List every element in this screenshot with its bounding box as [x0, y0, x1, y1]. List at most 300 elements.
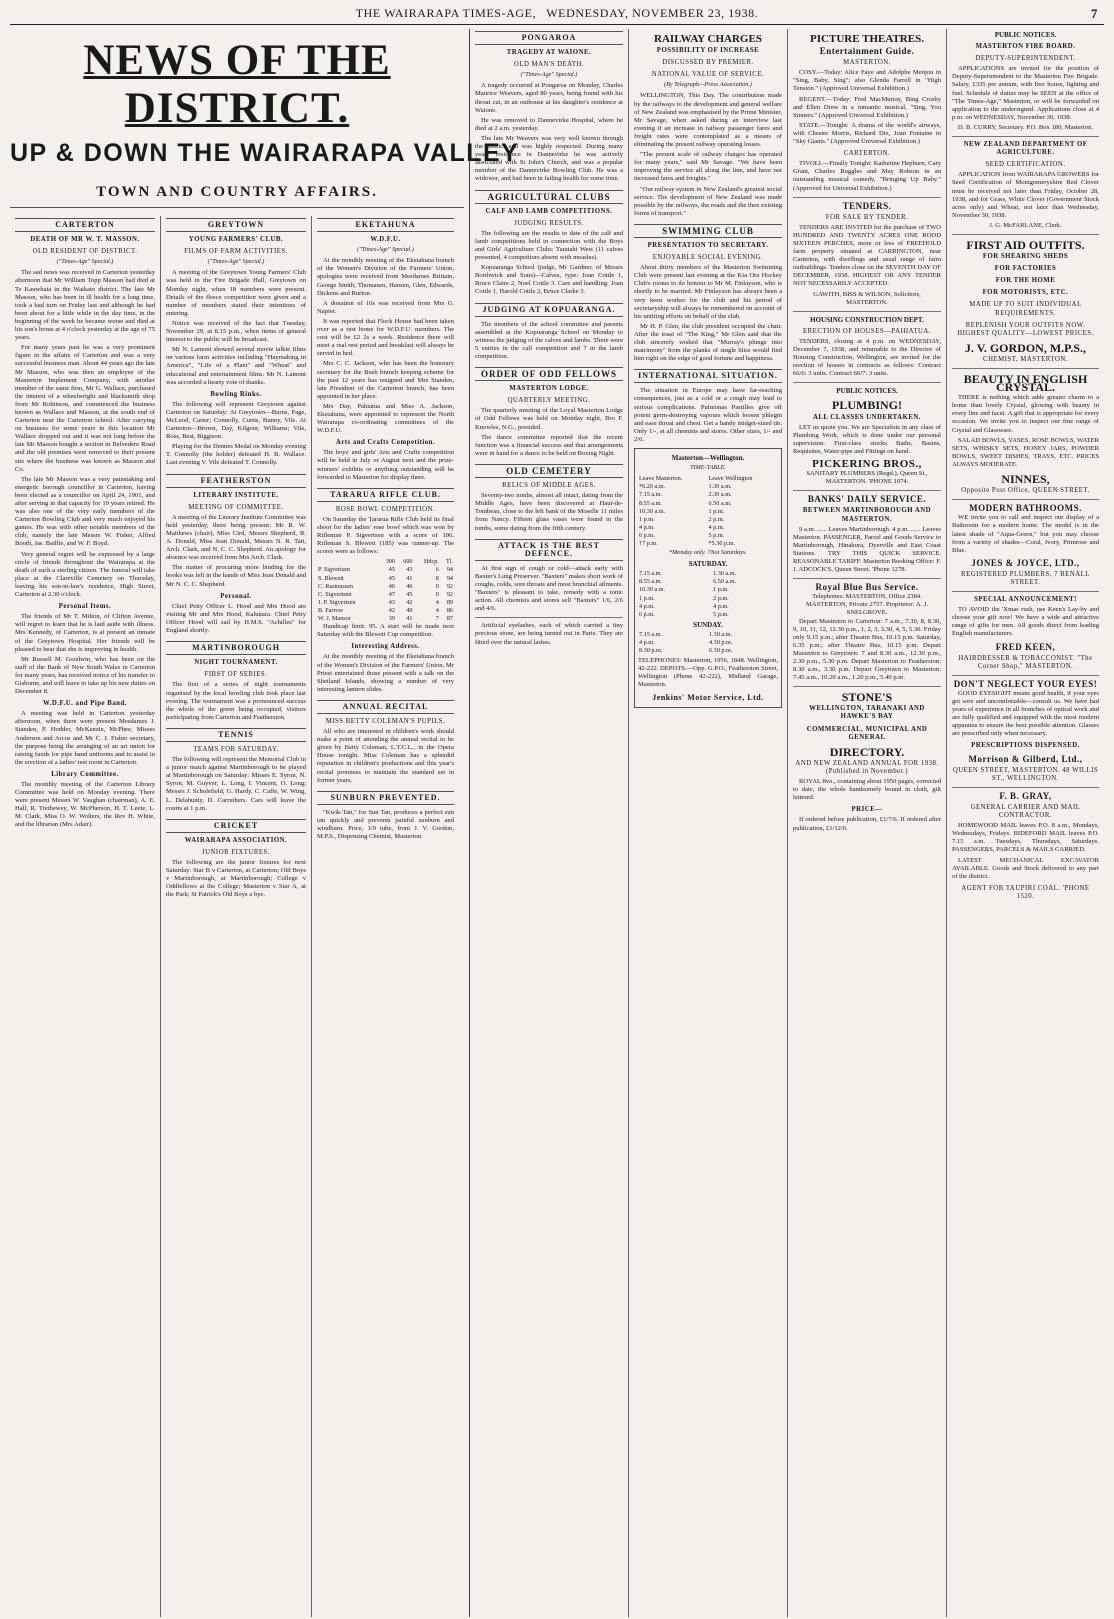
article-headline: W.D.F.U. — [370, 236, 401, 244]
article-headline: YOUNG FARMERS' CLUB. — [188, 236, 284, 244]
eketahuna-column — [312, 216, 459, 1617]
table-cell: 6 p.m. — [639, 610, 655, 618]
table-cell: 4 — [435, 598, 439, 606]
timetable-row — [638, 540, 778, 548]
article-paragraph: The monthly meeting of the Carterton Library Committee was held on Monday evening. There were present Messrs W. Vaughan (chairman), A. E. Hall, R. Trethewey, W. McPherson, H. T. Leete, L. M. Clark, Miss O. W. Wolters, the Rev H. White, and the librarian (Mrs Adair). — [15, 781, 155, 829]
divider — [793, 490, 941, 491]
article-paragraph: Mrs C. C. Jackson, who has been the honorary secretary for the Bush branch keeping scheme for the past 12 years has resigned and Mrs Standen, late President of the Carterton branch, has been appointed in her place. — [317, 360, 454, 400]
timetable-row — [638, 483, 778, 491]
article-paragraph: "Kwik-Tan," for Sun Tan, produces a perfect sun tan quickly and prevents painful sunburn and windburn. Price, 1/9 tube, from J. V. Gordon, M.P.S., Dispensing Chemist, Masterton. — [317, 808, 454, 841]
table-cell — [317, 558, 378, 566]
table-cell: 92 — [446, 582, 453, 590]
table-cell: Tl. — [445, 558, 453, 566]
article-subheadline: JUDGING RESULTS. — [514, 219, 584, 227]
banks-service-text: 9 a.m. ...... Leaves Martinborough. 4 p.m. ...... Leaves Masterton. PASSENGER, Parcel and Goods Service to Martinborough, Hinakura, Dyerville and East Coast Stations. TRY THIS QUICK SERVICE. REASONABLE TARIFF. Masterton Booking Office: F. J. ADCOCK'S, Queen Street. 'Phone 1278. — [793, 525, 941, 574]
keen-name: FRED KEEN, — [995, 641, 1056, 652]
table-cell: 4 p.m. — [639, 639, 655, 646]
stones-price: If ordered before publication, £1/7/6. If ordered after publication, £1/12/6. — [793, 816, 941, 832]
timetable-row — [638, 631, 778, 639]
article-paragraph: At the monthly meeting of the Eketahuna branch of the Women's Division of the Farmers' Union, apologies were received from Mesdames Brittain, George Smith, Thomasen, Hansen, Glen, Edwards, Dickens and Burton. — [317, 257, 454, 297]
article-paragraph: Mr H. P. Glen, the club president occupied the chair. After the toast of "The King," Mr Glen said that the club sincerely wished that "Murray's plunge into matrimony" from the planks of single bliss would find him right on the edge of good fortune and happiness. — [634, 322, 782, 363]
jones-joyce-name: JONES & JOYCE, LTD., — [971, 557, 1080, 568]
timetable-sunday — [638, 631, 778, 655]
divider — [793, 311, 941, 312]
article-paragraph: The boys' and girls' Arts and Crafts competition will be held in July or August next and the prize-winners' exhibits or anything outstanding will be forwarded to Masterton for display there. — [317, 449, 454, 481]
timetable-row — [638, 647, 778, 655]
gordon-name: J. V. GORDON, M.P.S., — [964, 340, 1087, 355]
attack-defence-title: ATTACK IS THE BEST DEFENCE. — [475, 539, 623, 561]
timetable-row — [638, 516, 778, 524]
table-cell: 4.30 p.m. — [709, 639, 733, 646]
martinborough-title: MARTINBOROUGH — [166, 641, 306, 655]
article-paragraph: "Our railway system in New Zealand's greatest social service. The development of New Zealand was made possible by the railways, the roads and the then existing forms of transport." — [634, 185, 782, 217]
fire-board-head: MASTERTON FIRE BOARD. — [975, 43, 1076, 51]
article-paragraph: Chief Petty Officer L. Hood and Mrs Hood are visiting Mr and Mrs Hood, Kahutara. Chief Petty Officer Hood will sail by H.M.S. "Achilles" for England shortly. — [166, 602, 306, 635]
table-cell: 6.50 a.m. — [708, 499, 732, 507]
cemetery-title: OLD CEMETERY — [475, 464, 623, 478]
agriculture-dept-head: NEW ZEALAND DEPARTMENT OF AGRICULTURE. — [963, 141, 1088, 157]
table-cell: P. Sigvertsen — [318, 566, 350, 574]
table-cell: 45 — [388, 574, 395, 582]
article-subheadline: ENJOYABLE SOCIAL EVENING. — [652, 254, 764, 262]
article-subheadline: TEAMS FOR SATURDAY. — [193, 745, 279, 753]
blue-bus-contact: Telephones: MASTERTON, Office 2384. MASTERTON, Private 2757. Proprietor: A. J. SNELGROVE. — [805, 593, 928, 617]
table-cell: 45 — [388, 566, 395, 574]
article-paragraph: "The present scale of railway charges has operated for many years," said Mr Savage. "We have been improving the service all along the line, and have not increased fares and freights." — [634, 151, 782, 183]
pongaroa-column — [470, 29, 629, 1617]
tender-notice: TENDERS ARE INVITED for the purchase of TWO HUNDRED AND TWENTY ACRES ONE ROOD SIXTEEN PERCHES, more or less of FREEHOLD farm property situated at CARRINGTON, near Carterton, with dwellings and usual range of farm outbuildings. Tenders close on the SEVENTH DAY OF DECEMBER, 1938. HIGHEST OR ANY TENDER NOT NECESSARILY ACCEPTED. — [793, 223, 941, 288]
timetable-row — [638, 595, 778, 603]
sub-headline: UP & DOWN THE WAIRARAPA VALLEY — [10, 139, 520, 167]
table-cell: 300 — [385, 558, 395, 566]
table-cell: W. J. Mansor — [318, 615, 351, 623]
kopuaranga-title: JUDGING AT KOPUARANGA. — [475, 303, 623, 317]
timetable-row — [638, 603, 778, 611]
article-subheadline: OLD MAN'S DEATH. — [513, 61, 585, 69]
pickering-name: PICKERING BROS., — [812, 458, 922, 471]
section-head: Library Committee. — [51, 770, 119, 778]
article-paragraph: Handicap limit: 95. A start will be made next Saturday with the Blewett Cup competition. — [317, 623, 454, 639]
table-cell: 94 — [446, 566, 453, 574]
article-paragraph: Kopuaranga School (judge, Mr Gardner, of Messrs Borthwick and Sons)—Calves, type: Joan Cottle 1, Bruce Claire 2, Noel Cottle 3. Care and handling: Joan Cottle 1, Harold Cottle 2, Bruce Clarke 3. — [475, 264, 623, 296]
article-paragraph: A meeting of the Greytown Young Farmers' Club was held in the Fire Brigade Hall, Greytown on Monday night, when 18 members were present. Details of the fleece competition were given and a number of members stated their intentions of entering. — [166, 269, 306, 317]
divider — [793, 686, 941, 687]
article-paragraph: Notice was received of the fact that Tuesday, November 29, at 8.15 p.m., when items of general interest to the public will be broadcast. — [166, 319, 306, 344]
morrison-name: Morrison & Gilberd, Ltd., — [968, 753, 1083, 764]
article-subheadline: JUNIOR FIXTURES. — [201, 848, 271, 856]
table-cell: 1.30 a.m. — [713, 570, 737, 578]
table-cell: Leave Wellington — [708, 475, 753, 483]
table-cell: 6.30 p.m. — [709, 647, 733, 655]
pickering-address: SANITARY PLUMBERS (Regd.), Queen St., MASTERTON. 'PHONE 1074. — [806, 470, 928, 486]
cinema-listing: TIVOLI.—Finally Tonight: Katherine Hepburn, Cary Grant, Charles Ruggles and May Robson in an outstanding musical comedy, "Bringing Up Baby." (Approved for Universal Exhibition.) — [793, 160, 941, 192]
timetable-row — [638, 500, 778, 508]
article-paragraph: A meeting was held in Carterton yesterday afternoon, when there were present Mesdames J. Standen, P. Hodder, McKenzie, McPhee, Misses Anderson and Arcus and Mr C. J. Fisher secretary, the purpose being the arranging of an art union for raising funds for pipe band uniforms and to assist in the erection of a ladies' rest room in Carterton. — [15, 710, 155, 766]
cricket-title: CRICKET — [166, 819, 306, 833]
main-headline: NEWS OF THE DISTRICT. — [83, 37, 391, 132]
section-subtitle: TOWN AND COUNTRY AFFAIRS. — [10, 184, 464, 208]
table-cell: 600 — [403, 558, 413, 566]
table-cell: 47 — [388, 590, 395, 598]
table-cell: 39 — [388, 615, 395, 623]
article-paragraph: About thirty members of the Masterton Swimming Club were present last evening at the Kia Ora Hockey Club's rooms to do honour to Mr M. Finlayson, who is shortly to be married. Mr Finlayson has always been a very keen worker for the club and his period of secretaryship will always be remembered on account of his untiring efforts on behalf of the club. — [634, 264, 782, 320]
article-paragraph: A donation of 10s was received from Mrs G. Napier. — [317, 299, 454, 315]
timetable-owner: Jenkins' Motor Service, Ltd. — [652, 692, 764, 702]
town-head: MASTERTON. — [843, 59, 891, 67]
carterton-title: CARTERTON — [15, 218, 155, 232]
article-paragraph: Playing for the Dennes Medal on Monday evening T. Connolly (the holder) defeated H. B. Wallace. Last evening V. Vile defeated T. Connolly. — [166, 443, 306, 467]
article-paragraph: A meeting of the Literary Institute Committee was held yesterday, there being present: Mr R. W. Matthews (chair), Miss Cird, Messrs Shepherd, R. A. Donald, Miss Jean Donald, Messrs N. R. Tait, Arch. Clark, and N. C. C. Shepherd. An apology for absence was received from Mrs Arch. Clark. — [166, 513, 306, 562]
article-subheadline: MEETING OF COMMITTEE. — [188, 503, 284, 511]
table-cell: 2 p.m. — [713, 594, 729, 602]
issue-date: WEDNESDAY, NOVEMBER 23, 1938. — [546, 6, 759, 20]
divider — [952, 787, 1099, 788]
article-paragraph: The quarterly meeting of the Loyal Masterton Lodge of Odd Fellows was held on Monday night, Bro F. Knowles, N.G., presided. — [475, 407, 623, 431]
table-cell: 7.15 a.m. — [639, 570, 663, 578]
tender-signature: GAWITH, BISS & WILSON, Solicitors, MASTERTON. — [813, 290, 921, 306]
table-cell: †7 p.m. — [639, 539, 658, 547]
table-cell: 4 p.m. — [639, 523, 655, 531]
table-cell: 40 — [406, 606, 413, 614]
table-cell: 45 — [406, 590, 413, 598]
carterton-subheadline: OLD RESIDENT OF DISTRICT. — [32, 248, 138, 256]
table-cell: 43 — [406, 566, 413, 574]
article-paragraph: The following are the junior fixtures for next Saturday: Star B v Carterton, at Carterton; Old Boys v Martinborough, at Martinborough; College v Oddfellows at the College; Masterton v Star A, at the Park; St Patrick's Old Boys a bye. — [166, 859, 306, 899]
special-tag: ("Times-Age" Special.) — [207, 258, 265, 266]
first-aid-made: MADE UP TO SUIT INDIVIDUAL REQUIREMENTS. — [969, 301, 1082, 317]
stones-directory: DIRECTORY. — [829, 744, 905, 759]
crystal-ad-title: BEAUTY IN ENGLISH CRYSTAL. — [963, 372, 1088, 395]
score-row — [317, 558, 454, 566]
table-cell: 8.55 a.m. — [639, 499, 663, 507]
section-head: Personal. — [220, 592, 252, 600]
housing-title: HOUSING CONSTRUCTION DEPT. — [810, 315, 924, 324]
first-aid-list — [952, 253, 1099, 297]
article-subheadline: ROSE BOWL COMPETITION. — [335, 505, 436, 513]
table-cell: 1.30 a.m. — [708, 483, 732, 491]
article-paragraph: Mr N. Lamont showed several movie talkie films on various farm activities including "Haymaking in America", "Life of a Plant" and "Wheat" and educational and entertainment films. Mr N. Lamont was accorded a hearty vote of thanks. — [166, 346, 306, 386]
table-cell: 41 — [406, 615, 413, 623]
table-cell: 1 p.m. — [708, 507, 725, 515]
timetable-saturday — [638, 570, 778, 619]
table-cell: 94 — [446, 574, 453, 582]
carterton-column — [10, 216, 161, 1617]
table-cell: B. Farrow — [318, 606, 344, 614]
railway-title: RAILWAY CHARGES — [654, 33, 762, 45]
section-head: Interesting Address. — [351, 643, 420, 651]
article-paragraph: For many years past he was a very prominent figure in the affairs of Carterton and was a very successful business man. About 44 years ago the late Mr Masson, who was then an employee of the Masterton Implement Company, with another member of the same firm, Mr G. Wallace, purchased the interest of a wheelwright and blacksmith shop from Mr Robinson, and commenced the business known as Wallace and Masson, at the south end of Carterton near the Carterton school. After carrying on business for some years in this location Mr Wallace dropped out and it was not long before the late Mr Masson bought a section in Belvedere Road and the old premises were removed to their present site where the business was known as Masson and Co. — [15, 344, 155, 473]
table-cell: S. Blewett — [318, 574, 344, 582]
section-head: Personal Items. — [58, 603, 112, 611]
table-cell: 2 p.m. — [708, 515, 725, 523]
divider — [793, 197, 941, 198]
table-cell: 1 p.m. — [639, 515, 655, 523]
timetable-title: Masterton—Wellington. — [671, 454, 745, 463]
table-cell: 4 p.m. — [708, 523, 725, 531]
fire-board-sub: DEPUTY-SUPERINTENDENT. — [975, 55, 1076, 63]
rifle-scores-table — [317, 558, 454, 623]
divider — [952, 234, 1099, 235]
article-subheadline: RELICS OF MIDDLE AGES. — [502, 482, 596, 490]
article-paragraph: He was removed to Dannevirke Hospital, where he died at 2 a.m. yesterday. — [475, 116, 623, 132]
score-row — [317, 615, 454, 623]
eyes-ad-title: DON'T NEGLECT YOUR EYES! — [953, 678, 1098, 689]
timetable-row — [638, 578, 778, 586]
article-paragraph: The following will represent Greytown against Carterton on Saturday: At Greytown—Burns, Page, McLeod, Carter; Connolly, Curtis, Bunny, Vile. At Carterton—Brown, Day, Kilgour, Williams; Vile, Ross, Best, Biggison. — [166, 400, 306, 441]
table-cell: 10.30 a.m. — [639, 586, 666, 594]
timetable-saturday-head: SATURDAY. — [688, 560, 728, 569]
district-news-section — [10, 29, 520, 1617]
article-paragraph: Seventy-two tombs, almost all intact, dating from the Middle Ages, have been discovered at Haut-de-Tombeau, close to the left bank of the Moselle 11 miles from Nancy. Fifteen glass vases were found in the tombs, some dating from the fifth century. — [475, 492, 623, 532]
banks-service-subtitle: BETWEEN MARTINBOROUGH AND MASTERTON. — [802, 507, 932, 523]
divider — [952, 675, 1099, 676]
table-cell: J. P. Sigvertsen — [318, 598, 356, 606]
article-paragraph: At the monthly meeting of the Eketahuna branch of the Women's Division of the Farmers' Union, Mr Priest entertained those present with a talk on the Shetland Islands, showing a number of very interesting lantern slides. — [317, 653, 454, 693]
special-announcement-title: SPECIAL ANNOUNCEMENT! — [974, 596, 1077, 604]
article-paragraph: Mr Russell M. Goodwin, who has been on the staff of the Bank of New South Wales in Carterton for many years, has received notice of his transfer to Gisborne, and will leave to take up his new duties on December 8. — [15, 655, 155, 696]
timetable-contact: TELEPHONES: Masterton, 1956, 1848. Wellington, 42-222. DEPOTS.—Opp. G.P.O., Featherston Street, Wellington (Phone 42-222), Midland Garage, Masterton. — [638, 657, 778, 689]
timetable-row — [638, 570, 778, 578]
housing-notice: TENDERS, closing at 4 p.m. on WEDNESDAY, December 7, 1938, and returnable to the Director of Housing Construction, Wellington, are invited for the erection of houses in contracts as follows: Contract 66/6: 3 units. Contract 66/7: 3 units. — [793, 337, 941, 378]
article-paragraph: The situation in Europe may have far-reaching consequences, just as a cold or a cough may lead to serious complications. Pulmonas Pastilles give off potent germ-destroying vapours which loosen phlegm and ease throat and chest. Get a handy midget-sized tin. Only 1/-, at all chemists and stores. Other sizes, 1/- and 2/6. — [634, 387, 782, 443]
special-tag: ("Times-Age" Special.) — [56, 258, 114, 266]
special-announcement-text: TO AVOID the 'Xmas rush, use Keen's Lay-by and choose your gift now! We have a wide and attractive range of gifts for men. All goods direct from leading English manufacturers. — [952, 606, 1099, 638]
table-cell: 89 — [446, 598, 453, 606]
table-cell: 42 — [388, 606, 395, 614]
table-cell: 5 p.m. — [708, 531, 725, 539]
table-cell: 1.30 a.m. — [709, 630, 733, 638]
tenders-title: TENDERS. — [842, 200, 892, 211]
seed-certification-notice: APPLICATION from WAIRARAPA GROWERS for Seed Certification of Montgomeryshire Red Clover must be received not later than Friday, October 28, 1938, and for Grass, White Clover (Government Stock acres only) and Wheat, not later than Wednesday, November 30, 1938. — [952, 171, 1099, 219]
table-cell: 41 — [406, 574, 413, 582]
article-paragraph: The dance committee reported that the recent function was a financial success and that arrangements were in hand for a dance to be held on Boxing Night. — [475, 433, 623, 457]
article-subheadline: MISS BETTY COLEMAN'S PUPILS. — [325, 717, 446, 725]
article-headline: MASTERTON LODGE. — [509, 385, 589, 393]
greytown-title: GREYTOWN — [166, 218, 306, 232]
article-subheadline: FILMS OF FARM ACTIVITIES. — [184, 248, 288, 256]
prescriptions-head: PRESCRIPTIONS DISPENSED. — [971, 742, 1080, 750]
gray-mail-times: HOMEWOOD MAIL leaves P.O. 8 a.m., Mondays, Wednesdays, Fridays. BIDEFORD MAIL leaves P.O. 7.15 a.m. Tuesdays, Thursdays, Saturdays. PASSENGERS, PARCELS & MAILS CARRIED. — [952, 822, 1099, 854]
article-headline: PRESENTATION TO SECRETARY. — [647, 241, 769, 249]
housing-subtitle: ERECTION OF HOUSES—PAHIATUA. — [803, 327, 931, 335]
article-paragraph: On Saturday the Tararua Rifle Club held its final shoot for the ladies' rose bowl which was won by Rifleman P. Sigvertsen with a score of 196. Rifleman S. Blewett (185) was runner-up. The scores were as follows: — [317, 515, 454, 556]
morrison-address: QUEEN STREET, MASTERTON. 48 WILLIS ST., WELLINGTON. — [952, 766, 1099, 782]
article-subheadline: FIRST OF SERIES. — [204, 671, 268, 679]
jones-joyce-address: REGISTERED PLUMBERS, 7 RENALL STREET. — [961, 570, 1090, 586]
divider — [475, 617, 623, 618]
table-cell: C. Rasmussen — [318, 582, 354, 590]
crystal-ad-items: SALAD BOWLS, VASES, ROSE BOWLS, WATER SETS, WHISKY SETS, HONEY JARS, POWDER BOWLS, SWEET DISHES, TRAYS, ETC. PRICES ALWAYS MODERATE. — [952, 436, 1099, 468]
timetable-subtitle: TIME-TABLE. — [690, 464, 726, 472]
special-tag: (By Telegraph—Press Association.) — [664, 81, 752, 89]
article-paragraph: The following are the results to date of the calf and lamb competitions held in connection with the Boys and Girls' Agriculture Clubs: Taratahi West (11 calves presented, 4 competitors absent with measles). — [475, 229, 623, 262]
seed-certification-head: SEED CERTIFICATION. — [985, 161, 1066, 169]
gray-sub: GENERAL CARRIER AND MAIL CONTRACTOR. — [970, 803, 1081, 820]
divider — [952, 499, 1099, 500]
table-cell: 0 — [435, 590, 439, 598]
keen-address: HAIRDRESSER & TOBACCONIST. "The Corner Shop," MASTERTON. — [958, 654, 1093, 670]
stones-title: STONE'S — [841, 690, 893, 705]
eyes-ad-text: GOOD EYESIGHT means good health, if your eyes get sore and uncomfortable—consult us. We have had years of experience in all branches of optical work and are fully qualified and equipped with the most modern apparatus to ensure the best possible attention. Glasses are prescribed only when necessary. — [952, 689, 1099, 738]
article-paragraph: Very general regret will be expressed by a large circle of friends throughout the Wairarapa at the death of such a sterling citizen. The funeral will take place at the Clareville Cemetery on Thursday, leaving his son-in-law's residence, High Street, Carterton at 2.30 o'clock. — [15, 550, 155, 599]
article-paragraph: The friends of Mr T. Milton, of Clifton Avenue, will regret to learn that he is laid aside with illness. Mrs Kennedy, of Carterton, is at present an inmate of the Greytown Hospital. Her friends will be pleased to hear that she is improving in health. — [15, 613, 155, 653]
score-row — [317, 575, 454, 583]
cinema-listing: REGENT.—Today: Fred MacMurray, Bing Crosby and Ellen Drew in a romantic musical, "Sing, You Sinners." (Approved Universal Exhibition.) — [793, 95, 941, 119]
table-cell: 6 — [435, 566, 439, 574]
special-tag: ("Times-Age" Special.) — [357, 246, 414, 254]
score-row — [317, 591, 454, 599]
seed-certification-signature: J. G. McFARLANE, Clerk. — [989, 221, 1062, 229]
timetable-row — [638, 491, 778, 499]
public-notices-title: PUBLIC NOTICES. — [836, 387, 898, 396]
gray-excavator: LATEST MECHANICAL EXCAVATOR AVAILABLE. Goods and Stock delivered to any part of the district. — [952, 856, 1099, 880]
divider — [793, 578, 941, 579]
table-cell: 42 — [406, 598, 413, 606]
article-paragraph: The sad news was received in Carterton yesterday afternoon that Mr William Topp Masson had died at Te Kauwhata in the Waikato district. The late Mr Masson, who has been in ill health for a long time, took a bad turn on Friday last and although he had been about for a little while in the day time, in the beginning of the week he became worse and died at his son's home at 4 o'clock yesterday at the age of 75 years. — [15, 269, 155, 342]
public-notices-column — [947, 29, 1104, 1617]
article-paragraph: It was reported that Flock House had been taken over as a rest home for W.D.F.U. members. The cost will be £2 2s a week. Residence there will meet a real rest period and breakfast will always be served in bed. — [317, 317, 454, 358]
timetable-row — [638, 524, 778, 532]
first-aid-item: FOR FACTORIES — [994, 265, 1057, 273]
article-headline: NIGHT TOURNAMENT. — [194, 659, 278, 667]
plumbing-ad-title: PLUMBING! — [832, 398, 902, 413]
banks-service-title: BANKS' DAILY SERVICE. — [807, 494, 927, 505]
section-head: Arts and Crafts Competition. — [335, 439, 436, 447]
paper-name: THE WAIRARAPA TIMES-AGE, — [355, 6, 537, 20]
first-aid-item: FOR THE HOME — [995, 277, 1056, 285]
table-cell: 4 p.m. — [713, 602, 729, 610]
timetable-row — [638, 611, 778, 619]
article-paragraph: The late Mr Weavers was very well known through the district and was highly respected. During many years' residence in Dannevirke he was actively associated with St John's Church, and was a popular member of the Dannevirke Bowling Club. He was a widower, and had been in failing health for some time. — [475, 134, 623, 183]
swimming-club-title: SWIMMING CLUB — [634, 224, 782, 238]
taupiri-coal: AGENT FOR TAUPIRI COAL. 'PHONE 1520. — [961, 884, 1090, 900]
timetable-sunday-head: SUNDAY. — [693, 620, 723, 629]
timetable-weekday — [638, 475, 778, 548]
bathrooms-title: MODERN BATHROOMS. — [969, 503, 1082, 514]
table-cell: 46 — [388, 582, 395, 590]
score-row — [317, 607, 454, 615]
table-cell: Leave Masterton. — [639, 475, 683, 483]
plumbing-ad-subtitle: ALL CLASSES UNDERTAKEN. — [812, 413, 922, 421]
table-cell: 4 p.m. — [639, 602, 655, 610]
table-cell: 87 — [446, 615, 453, 623]
table-cell: C. Sigvertsen — [318, 590, 352, 598]
tennis-title: TENNIS — [166, 728, 306, 742]
odd-fellows-title: ORDER OF ODD FELLOWS — [475, 367, 623, 381]
railway-column — [629, 29, 788, 1617]
sunburn-title: SUNBURN PREVENTED. — [317, 791, 454, 805]
table-cell: 0 — [435, 582, 439, 590]
table-cell: 8.30 p.m. — [639, 647, 663, 655]
blue-bus-title: Royal Blue Bus Service. — [815, 582, 919, 593]
bathrooms-text: WE invite you to call and inspect our display of a Bathroom for a modern home. The model is in the latest shade of "Aqua-Green," but you may choose from a variety of shades—Coral, Ivory, Primrose and Blue. — [952, 514, 1099, 554]
table-cell: *5.30 p.m. — [708, 539, 736, 547]
table-cell: 7 — [435, 615, 439, 623]
rifle-club-title: TARARUA RIFLE CLUB. — [317, 488, 454, 502]
timetable-row — [638, 586, 778, 594]
fire-board-signature: D. B. CURRY, Secretary. P.O. Box 180, Masterton. — [957, 123, 1094, 131]
table-cell: 7.15 a.m. — [639, 491, 663, 499]
article-paragraph: The late Mr Masson was a very painstaking and energetic borough councillor in Carterton, having been elected as a councillor on April 24, 1901, and after serving in that capacity for 10 years retired. He was also one of the very early members of the Carterton Bowling Club and very much enjoyed his games. He was with other notable members of the club, namely the late Messrs W. Fisher, Alfred Booth, Jas. Baillie, and W. F. Boyd. — [15, 475, 155, 548]
blue-bus-times: Depart Masterton to Carterton: 7 a.m., 7.30, 8, 8.30, 9, 10, 11, 12, 12.30 p.m., 1, 2, 3, 3.30, 4, 5, 5.30. Friday only 9.15 p.m.; after Theatre Bus, 10.15 p.m. Saturday, 6.35 p.m.; after Theatre Bus, 10.15 p.m. Depart Masterton to Greytown: 7 and 8.30 a.m., 12.30 p.m., 2.30 p.m., 5.30 p.m. Depart Masterton to Featherston: 8.30 a.m., 3.30 p.m. Depart Greytown to Masterton: 7.45 a.m., 10.20 a.m., 1.20 p.m., 5.40 p.m. — [793, 617, 941, 682]
article-headline: CALF AND LAMB COMPETITIONS. — [485, 207, 613, 215]
article-paragraph: Mrs Day, Pahiatua and Miss A. Jackson, Eketahuna, were appointed to represent the North Wairarapa co-ordinating committees of the W.D.F.U. — [317, 402, 454, 435]
first-aid-item: FOR MOTORISTS, ETC. — [982, 289, 1069, 297]
article-paragraph: A tragedy occurred at Pongaroa on Monday, Charles Maurice Weavers, aged 80 years, being found with his throat cut, in an outhouse at his daughter's residence at Waione. — [475, 82, 623, 114]
article-subheadline: NATIONAL VALUE OF SERVICE. — [651, 71, 765, 79]
stones-edition: AND NEW ZEALAND ANNUAL FOR 1938. (Published in November.) — [795, 759, 939, 775]
table-cell: 8.55 a.m. — [639, 578, 663, 586]
table-cell: 2.30 a.m. — [708, 491, 732, 499]
carterton-headline: DEATH OF MR W. T. MASSON. — [30, 236, 140, 244]
gordon-sub: CHEMIST, MASTERTON. — [983, 355, 1068, 363]
table-cell: 1 p.m. — [639, 594, 655, 602]
article-paragraph: The first of a series of night tournaments organised by the local bowling club took place last evening. The tournament was a pronounced success the whole of the green being occupied, visitors participating from Carterton and Featherston. — [166, 681, 306, 721]
international-title: INTERNATIONAL SITUATION. — [634, 369, 782, 383]
pictures-column — [788, 29, 947, 1617]
article-paragraph: The members of the school committee and parents assembled at the Kopuaranga School on Monday to witness the judging of the calves and lambs. There were 5 entries in the calf competition and 7 in the lamb competition. — [475, 320, 623, 360]
first-aid-title: FIRST AID OUTFITS. — [966, 237, 1085, 252]
table-cell: Hdcp. — [423, 558, 439, 566]
ninnes-address: Opposite Post Office, QUEEN STREET. — [961, 487, 1090, 495]
greytown-column — [161, 216, 312, 1617]
plumbing-ad-text: LET us quote you. We are Specialists in any class of Plumbing Work, which is done under our personal supervision. First-class stocks Baths, Basins, Requisites, Water-pipe and Fittings on hand. — [793, 423, 941, 455]
bus-timetable — [634, 448, 782, 708]
first-aid-replenish: REPLENISH YOUR OUTFITS NOW. HIGHEST QUALITY—LOWEST PRICES. — [957, 321, 1094, 337]
article-paragraph: WELLINGTON, This Day. The contribution made by the railways to the development and general welfare of New Zealand was emphasised by the Prime Minister, Mr Savage, when asked during an interview last evening if an increase in railway passenger fares and freight rates were contemplated as a means of eliminating the present railway operating losses. — [634, 92, 782, 149]
table-cell: 43 — [388, 598, 395, 606]
section-head: W.D.F.U. and Pipe Band. — [43, 700, 127, 708]
stones-description: ROYAL 8vo., containing about 1950 pages, corrected to date, the whole handsomely bound in cloth, gilt lettered. — [793, 778, 941, 802]
article-paragraph: The matter of procuring more binding for the books was left in the hands of Miss Jean Donald and Mr N. C. C. Shepherd. — [166, 564, 306, 588]
table-cell: 5 p.m. — [713, 610, 729, 618]
timetable-row — [638, 532, 778, 540]
table-cell: *6.20 a.m. — [639, 483, 666, 491]
timetable-row — [638, 508, 778, 516]
featherston-title: FEATHERSTON — [166, 474, 306, 488]
stones-type: COMMERCIAL, MUNICIPAL AND GENERAL — [806, 725, 928, 741]
table-cell: 86 — [446, 606, 453, 614]
cinema-listing: COSY.—Today: Alice Faye and Adolphe Menjou in "Sing, Baby, Sing"; also Glenda Farrell in "High Tension." (Approved Universal Exhibition.) — [793, 69, 941, 93]
gray-name: F. B. GRAY, — [999, 790, 1052, 801]
table-cell: 92 — [446, 590, 453, 598]
timetable-notes: *Monday only. †Not Saturdays. — [669, 549, 747, 557]
table-cell: 4 — [435, 606, 439, 614]
picture-theatres-title: PICTURE THEATRES. — [810, 33, 924, 45]
table-cell: 1 p.m. — [713, 586, 729, 594]
public-notices-title: PUBLIC NOTICES. — [994, 31, 1057, 39]
ninnes-name: NINNES, — [1001, 472, 1050, 487]
special-tag: ("Times-Age" Special.) — [520, 71, 578, 79]
divider — [793, 382, 941, 383]
score-row — [317, 583, 454, 591]
page-number: 7 — [1090, 6, 1098, 21]
article-paragraph: All who are interested in children's work should make a point of attending the annual recital to be given by Betty Coleman, L.T.C.L., in the Opera House tonight. Miss Coleman has a splendid reputation in children's productions and this year's recital promises to maintain the standard set in former years. — [317, 728, 454, 784]
article-paragraph: Artificial eyelashes, each of which carried a tiny precious stone, are being turned out in Paris. They are fitted over the natural lashes. — [475, 622, 623, 646]
table-cell: 6 p.m. — [639, 531, 655, 539]
score-row — [317, 599, 454, 607]
score-row — [317, 566, 454, 574]
divider — [952, 136, 1099, 137]
stones-price-head: PRICE— — [851, 806, 883, 814]
article-paragraph: The following will represent the Memorial Club in a junior match against Martinborough to be played at Martinborough on Saturday: Misses E. Syron, N. Syron, M. Guyver, L. Long, I. Vincent, O. Long; Messrs J. Scholefield, G. Hardy, C. Caffe, W. Wing, L. Delahunty, D. Carruthers. Cars will leave the courts at 1 p.m. — [166, 756, 306, 812]
stones-region: WELLINGTON, TARANAKI AND HAWKE'S BAY — [809, 705, 925, 721]
article-headline: TRAGEDY AT WAIONE. — [506, 49, 592, 57]
entertainment-guide: Entertainment Guide. — [819, 46, 915, 57]
cinema-listing: STATE.—Tonight: A drama of the world's airways, with Chester Morris, Richard Dix, Joan Fontaine in "Sky Giants." (Approved Universal Exhibition.) — [793, 121, 941, 146]
divider — [952, 591, 1099, 592]
divider — [952, 368, 1099, 369]
